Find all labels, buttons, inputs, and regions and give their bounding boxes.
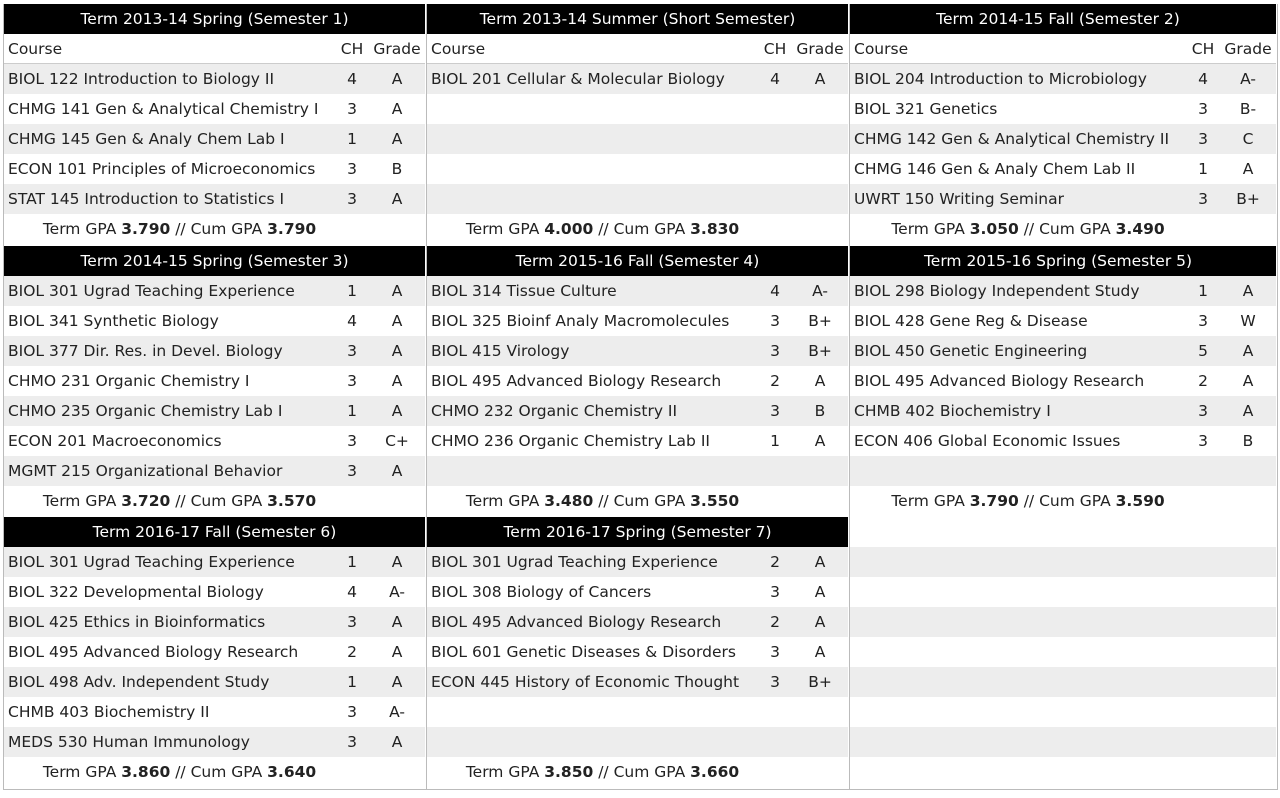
credit-hours: 4: [770, 70, 780, 88]
course-name: BIOL 308 Biology of Cancers: [431, 583, 652, 601]
course-grade: A: [391, 643, 403, 661]
credit-hours: 3: [1198, 130, 1208, 148]
course-row: [4, 64, 425, 94]
course-row: [4, 396, 425, 426]
course-grade: A: [391, 312, 403, 330]
course-row: [4, 426, 425, 456]
course-row: [850, 456, 1276, 486]
cum-gpa-value: 3.790: [267, 220, 317, 238]
term-title: Term 2015-16 Spring (Semester 5): [850, 246, 1276, 276]
course-row: [4, 306, 425, 336]
credit-hours: 3: [347, 100, 357, 118]
credit-hours: 3: [770, 643, 780, 661]
course-grade: A-: [1240, 70, 1256, 88]
course-row: [427, 547, 848, 577]
course-name: CHMG 145 Gen & Analy Chem Lab I: [8, 130, 285, 148]
credit-hours: 5: [1198, 342, 1208, 360]
course-grade: B+: [808, 342, 832, 360]
course-row: [4, 577, 425, 607]
credit-hours: 3: [347, 372, 357, 390]
course-column-header: Course: [431, 39, 486, 58]
term-gpa-value: 3.480: [544, 492, 594, 510]
course-grade: A: [391, 613, 403, 631]
course-grade: A: [1242, 282, 1254, 300]
course-grade: A: [1242, 372, 1254, 390]
term-title: Term 2016-17 Fall (Semester 6): [4, 517, 425, 547]
course-grade: A: [814, 553, 826, 571]
course-row: [850, 184, 1276, 214]
credit-hours: 4: [347, 583, 357, 601]
course-grade: A-: [389, 583, 405, 601]
course-grade: A: [1242, 342, 1254, 360]
course-grade: B+: [808, 673, 832, 691]
credit-hours: 1: [347, 553, 357, 571]
course-grade: A: [1242, 402, 1254, 420]
course-name: ECON 101 Principles of Microeconomics: [8, 160, 316, 178]
term-gpa-value: 4.000: [544, 220, 594, 238]
course-name: UWRT 150 Writing Seminar: [854, 190, 1064, 208]
term-title: Term 2015-16 Fall (Semester 4): [427, 246, 848, 276]
course-name: BIOL 301 Ugrad Teaching Experience: [8, 553, 295, 571]
course-grade: B+: [1236, 190, 1260, 208]
credit-hours: 3: [770, 583, 780, 601]
course-row: [427, 154, 848, 184]
course-row: [4, 124, 425, 154]
course-row: [427, 306, 848, 336]
grade-column-header: Grade: [1224, 39, 1272, 58]
credit-hours: 2: [770, 613, 780, 631]
gpa-summary: Term GPA 3.850 // Cum GPA 3.660: [465, 763, 740, 781]
term-gpa-value: 3.860: [121, 763, 171, 781]
course-row: [4, 697, 425, 727]
credit-hours: 4: [347, 70, 357, 88]
course-grade: A: [391, 100, 403, 118]
credit-hours: 4: [770, 282, 780, 300]
credit-hours: 3: [1198, 432, 1208, 450]
course-name: BIOL 122 Introduction to Biology II: [8, 70, 275, 88]
credit-hours: 3: [770, 342, 780, 360]
course-row: [427, 577, 848, 607]
course-row: [427, 727, 848, 757]
course-name: BIOL 301 Ugrad Teaching Experience: [431, 553, 718, 571]
course-name: ECON 445 History of Economic Thought: [431, 673, 740, 691]
course-grade: B-: [1239, 100, 1257, 118]
course-grade: A: [391, 130, 403, 148]
term-gpa-value: 3.790: [121, 220, 171, 238]
course-row: [427, 456, 848, 486]
term-panel: [427, 246, 848, 516]
course-row: [850, 124, 1276, 154]
course-row: [427, 336, 848, 366]
course-name: BIOL 322 Developmental Biology: [8, 583, 264, 601]
course-row: [427, 366, 848, 396]
course-name: BIOL 601 Genetic Diseases & Disorders: [431, 643, 736, 661]
course-row: [427, 607, 848, 637]
ch-column-header: CH: [1191, 39, 1215, 58]
course-grade: A: [391, 190, 403, 208]
empty-row: [850, 607, 1276, 637]
course-grade: A: [391, 342, 403, 360]
empty-panel: [850, 547, 1276, 757]
course-grade: A: [814, 70, 826, 88]
cum-gpa-value: 3.570: [267, 492, 317, 510]
course-grade: A: [814, 432, 826, 450]
cum-gpa-value: 3.490: [1115, 220, 1165, 238]
course-row: [850, 154, 1276, 184]
course-row: [850, 64, 1276, 94]
grade-column-header: Grade: [796, 39, 844, 58]
credit-hours: 2: [1198, 372, 1208, 390]
course-name: CHMG 142 Gen & Analytical Chemistry II: [854, 130, 1170, 148]
course-row: [4, 184, 425, 214]
course-row: [4, 637, 425, 667]
credit-hours: 1: [347, 282, 357, 300]
course-grade: A: [1242, 160, 1254, 178]
credit-hours: 2: [770, 553, 780, 571]
course-row: [850, 396, 1276, 426]
credit-hours: 2: [770, 372, 780, 390]
course-row: [427, 697, 848, 727]
credit-hours: 3: [347, 703, 357, 721]
course-name: BIOL 425 Ethics in Bioinformatics: [8, 613, 266, 631]
course-row: [427, 184, 848, 214]
cum-gpa-value: 3.550: [690, 492, 740, 510]
course-row: [4, 456, 425, 486]
column-divider: [849, 4, 850, 790]
course-row: [427, 64, 848, 94]
term-title: Term 2014-15 Fall (Semester 2): [850, 4, 1276, 34]
cum-gpa-value: 3.590: [1115, 492, 1165, 510]
empty-row: [850, 727, 1276, 757]
course-name: BIOL 415 Virology: [431, 342, 570, 360]
course-name: BIOL 298 Biology Independent Study: [854, 282, 1140, 300]
course-grade: A: [814, 583, 826, 601]
course-column-header: Course: [854, 39, 909, 58]
course-name: CHMO 231 Organic Chemistry I: [8, 372, 250, 390]
course-name: ECON 406 Global Economic Issues: [854, 432, 1121, 450]
credit-hours: 1: [1198, 160, 1208, 178]
credit-hours: 1: [347, 130, 357, 148]
gpa-summary: Term GPA 3.790 // Cum GPA 3.590: [891, 492, 1165, 510]
term-panel: [850, 246, 1276, 516]
term-panel: [427, 4, 848, 244]
gpa-summary: Term GPA 3.790 // Cum GPA 3.790: [42, 220, 317, 238]
course-name: BIOL 495 Advanced Biology Research: [431, 372, 722, 390]
term-title: Term 2013-14 Spring (Semester 1): [4, 4, 425, 34]
course-name: BIOL 495 Advanced Biology Research: [431, 613, 722, 631]
course-name: BIOL 204 Introduction to Microbiology: [854, 70, 1147, 88]
column-header: [427, 34, 848, 64]
course-name: CHMB 402 Biochemistry I: [854, 402, 1051, 420]
credit-hours: 3: [770, 673, 780, 691]
course-grade: A: [391, 282, 403, 300]
empty-row: [850, 577, 1276, 607]
course-grade: B: [1242, 432, 1254, 450]
outer-border: [1277, 4, 1278, 790]
course-name: CHMB 403 Biochemistry II: [8, 703, 210, 721]
cum-gpa-value: 3.830: [690, 220, 740, 238]
course-row: [427, 124, 848, 154]
empty-row: [850, 667, 1276, 697]
course-row: [4, 727, 425, 757]
credit-hours: 3: [1198, 190, 1208, 208]
course-grade: A: [391, 733, 403, 751]
credit-hours: 1: [1198, 282, 1208, 300]
credit-hours: 3: [1198, 100, 1208, 118]
course-row: [427, 637, 848, 667]
course-grade: A: [814, 372, 826, 390]
course-name: BIOL 495 Advanced Biology Research: [854, 372, 1145, 390]
credit-hours: 4: [1198, 70, 1208, 88]
gpa-summary: Term GPA 3.480 // Cum GPA 3.550: [465, 492, 740, 510]
course-grade: C: [1242, 130, 1254, 148]
term-panel: [4, 246, 425, 516]
course-row: [427, 396, 848, 426]
cum-gpa-value: 3.660: [690, 763, 740, 781]
ch-column-header: CH: [340, 39, 364, 58]
credit-hours: 4: [347, 312, 357, 330]
cum-gpa-value: 3.640: [267, 763, 317, 781]
term-panel: [4, 4, 425, 244]
term-title: Term 2014-15 Spring (Semester 3): [4, 246, 425, 276]
empty-row: [850, 547, 1276, 577]
course-name: CHMG 146 Gen & Analy Chem Lab II: [854, 160, 1136, 178]
course-row: [427, 276, 848, 306]
term-panel: [4, 517, 425, 787]
course-name: BIOL 450 Genetic Engineering: [854, 342, 1088, 360]
credit-hours: 1: [347, 673, 357, 691]
course-row: [850, 336, 1276, 366]
course-grade: B: [814, 402, 826, 420]
bottom-border: [3, 789, 1278, 790]
course-row: [4, 547, 425, 577]
course-row: [850, 306, 1276, 336]
course-row: [4, 94, 425, 124]
term-gpa-value: 3.720: [121, 492, 171, 510]
column-divider: [426, 4, 427, 790]
gpa-summary: Term GPA 4.000 // Cum GPA 3.830: [465, 220, 740, 238]
credit-hours: 3: [770, 312, 780, 330]
course-name: BIOL 495 Advanced Biology Research: [8, 643, 299, 661]
credit-hours: 3: [347, 462, 357, 480]
course-grade: A: [391, 402, 403, 420]
grade-column-header: Grade: [373, 39, 421, 58]
term-panel: [850, 4, 1276, 244]
term-gpa-value: 3.850: [544, 763, 594, 781]
term-gpa-value: 3.050: [969, 220, 1019, 238]
course-grade: A: [814, 643, 826, 661]
course-name: BIOL 314 Tissue Culture: [431, 282, 617, 300]
course-row: [850, 366, 1276, 396]
credit-hours: 1: [770, 432, 780, 450]
course-name: CHMO 232 Organic Chemistry II: [431, 402, 678, 420]
course-row: [850, 276, 1276, 306]
credit-hours: 3: [347, 190, 357, 208]
term-panel: [427, 517, 848, 787]
course-row: [4, 607, 425, 637]
course-name: CHMO 235 Organic Chemistry Lab I: [8, 402, 283, 420]
course-grade: B+: [808, 312, 832, 330]
course-grade: A: [391, 372, 403, 390]
course-name: ECON 201 Macroeconomics: [8, 432, 222, 450]
credit-hours: 3: [347, 733, 357, 751]
course-grade: A: [391, 462, 403, 480]
credit-hours: 3: [1198, 312, 1208, 330]
course-row: [427, 426, 848, 456]
term-title: Term 2013-14 Summer (Short Semester): [427, 4, 848, 34]
course-grade: A: [391, 70, 403, 88]
empty-row: [850, 697, 1276, 727]
course-name: MGMT 215 Organizational Behavior: [8, 462, 283, 480]
column-header: [4, 34, 425, 64]
course-grade: A: [391, 553, 403, 571]
course-grade: A: [814, 613, 826, 631]
course-name: BIOL 325 Bioinf Analy Macromolecules: [431, 312, 730, 330]
course-grade: W: [1240, 312, 1256, 330]
credit-hours: 2: [347, 643, 357, 661]
empty-row: [850, 637, 1276, 667]
credit-hours: 1: [347, 402, 357, 420]
course-grade: C+: [385, 432, 409, 450]
gpa-summary: Term GPA 3.720 // Cum GPA 3.570: [42, 492, 317, 510]
course-name: BIOL 341 Synthetic Biology: [8, 312, 219, 330]
course-name: STAT 145 Introduction to Statistics I: [8, 190, 285, 208]
course-row: [4, 366, 425, 396]
credit-hours: 3: [347, 613, 357, 631]
credit-hours: 3: [347, 160, 357, 178]
course-row: [850, 426, 1276, 456]
term-title: Term 2016-17 Spring (Semester 7): [427, 517, 848, 547]
course-row: [4, 667, 425, 697]
credit-hours: 3: [347, 342, 357, 360]
course-row: [427, 94, 848, 124]
course-name: BIOL 377 Dir. Res. in Devel. Biology: [8, 342, 283, 360]
course-row: [4, 276, 425, 306]
course-name: BIOL 301 Ugrad Teaching Experience: [8, 282, 295, 300]
course-grade: A-: [812, 282, 828, 300]
credit-hours: 3: [347, 432, 357, 450]
course-row: [850, 94, 1276, 124]
ch-column-header: CH: [763, 39, 787, 58]
column-header: [850, 34, 1276, 64]
course-name: BIOL 428 Gene Reg & Disease: [854, 312, 1088, 330]
course-name: BIOL 201 Cellular & Molecular Biology: [431, 70, 725, 88]
course-row: [4, 336, 425, 366]
course-row: [4, 154, 425, 184]
credit-hours: 3: [770, 402, 780, 420]
outer-border: [3, 4, 4, 790]
course-row: [427, 667, 848, 697]
course-name: MEDS 530 Human Immunology: [8, 733, 250, 751]
term-gpa-value: 3.790: [969, 492, 1019, 510]
course-grade: A-: [389, 703, 405, 721]
credit-hours: 3: [1198, 402, 1208, 420]
course-name: CHMG 141 Gen & Analytical Chemistry I: [8, 100, 319, 118]
course-name: BIOL 498 Adv. Independent Study: [8, 673, 270, 691]
course-name: BIOL 321 Genetics: [854, 100, 998, 118]
gpa-summary: Term GPA 3.050 // Cum GPA 3.490: [891, 220, 1165, 238]
course-column-header: Course: [8, 39, 63, 58]
gpa-summary: Term GPA 3.860 // Cum GPA 3.640: [42, 763, 317, 781]
course-name: CHMO 236 Organic Chemistry Lab II: [431, 432, 710, 450]
course-grade: B: [391, 160, 403, 178]
course-grade: A: [391, 673, 403, 691]
